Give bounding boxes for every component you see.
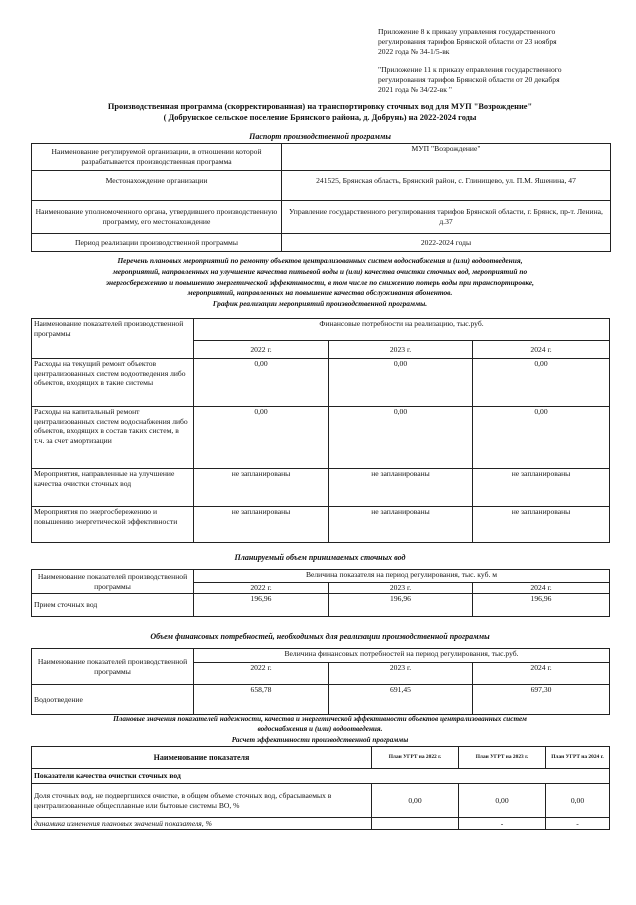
heading-line: водоснабжения и (или) водоотведения. <box>257 725 383 734</box>
table-row <box>32 685 610 715</box>
passport-value: МУП "Возрождение" <box>282 144 611 171</box>
table-row <box>32 649 610 663</box>
schedule-table <box>31 318 610 543</box>
volume-cell: 196,96 <box>473 594 610 617</box>
indicator-cell: 0,00 <box>459 784 546 818</box>
passport-label: Местонахождение организации <box>32 171 282 201</box>
year-header: 2023 г. <box>329 663 473 685</box>
year-header: 2022 г. <box>194 663 329 685</box>
table-row <box>32 144 611 171</box>
passport-label: Период реализации производственной программы <box>32 234 282 252</box>
volume-cell: 196,96 <box>329 594 473 617</box>
program-title <box>30 101 610 123</box>
volume-cell: 196,96 <box>194 594 329 617</box>
heading-line: мероприятий, направленных на улучшение качества питьевой воды и (или) качества очистки сточных вод, мероприятий по <box>112 266 528 276</box>
indicator-label: Доля сточных вод, не подвергшихся очистке, в общем объеме сточных вод, сбрасываемых в централизованные общесплавные или бытовые системы ВО, % <box>32 784 372 818</box>
note-line: Приложение 8 к приказу управления государственного <box>378 27 556 36</box>
heading-line: Расчет эффективности производственной программы <box>231 735 409 744</box>
section-row: Показатели качества очистки сточных вод <box>32 769 610 784</box>
table-row <box>32 201 611 234</box>
volume-header: Величина показателя на период регулирования, тыс. куб. м <box>194 570 610 583</box>
appendix-note <box>378 27 618 95</box>
heading-line: Перечень плановых мероприятий по ремонту объектов централизованных систем водоснабжения и (или) водоотведения, <box>117 256 523 265</box>
schedule-cell: 0,00 <box>329 359 473 407</box>
passport-table <box>31 143 611 252</box>
finance-cell: 697,30 <box>473 685 610 715</box>
note-line: "Приложение 11 к приказу епрaвления государственного <box>378 64 562 74</box>
finance-col-label: Наименование показателей производственной программы <box>32 649 194 685</box>
schedule-row-label: Расходы на текущий ремонт объектов централизованных систем водоотведения либо объектов, входящих в такие системы <box>32 359 194 407</box>
passport-title: Паспорт производственной программы <box>249 132 391 141</box>
passport-value: Управление государственного регулирования тарифов Брянской области, г. Брянск, пр-т. Ленина, д.37 <box>282 201 611 234</box>
reliability-table <box>31 746 610 830</box>
reliability-col-name: Наименование показателя <box>32 747 372 769</box>
dynamics-cell: - <box>546 818 610 830</box>
volume-row-label: Прием сточных вод <box>32 594 194 617</box>
table-row <box>32 570 610 583</box>
table-row <box>32 818 610 830</box>
heading-line: График реализации мероприятий производственной программы. <box>212 299 428 309</box>
schedule-cell: не запланированы <box>329 469 473 507</box>
volume-title: Планируемый объем принимаемых сточных вод <box>234 553 406 562</box>
passport-value: 2022-2024 годы <box>282 234 611 252</box>
volume-table <box>31 569 610 617</box>
schedule-cell: не запланированы <box>473 507 610 543</box>
note-line: регулирования тарифов Брянской области от 20 декабря <box>378 74 560 84</box>
indicator-cell: 0,00 <box>372 784 459 818</box>
year-header: 2022 г. <box>194 583 329 594</box>
table-row <box>32 747 610 769</box>
finance-header: Величина финансовых потребностей на период регулирования, тыс.руб. <box>194 649 610 663</box>
heading-line: энергосбережению и повышению энергетической эффективности, в том числе по снижению потерь воды при транспортировке, <box>105 277 535 287</box>
schedule-cell: не запланированы <box>329 507 473 543</box>
schedule-cell: 0,00 <box>194 407 329 469</box>
table-row <box>32 407 610 469</box>
reliability-heading <box>30 714 610 745</box>
year-header: 2024 г. <box>473 663 610 685</box>
finance-cell: 658,78 <box>194 685 329 715</box>
passport-value: 241525, Брянская область, Брянский район, с. Глинищево, ул. П.М. Яшенина, 47 <box>282 171 611 201</box>
finance-row-label: Водоотведение <box>32 685 194 715</box>
table-row <box>32 469 610 507</box>
program-title-line: ( Добрунское сельское поселение Брянского района, д. Добрунь) на 2022-2024 годы <box>163 113 477 122</box>
schedule-cell: 0,00 <box>329 407 473 469</box>
year-header: 2023 г. <box>329 583 473 594</box>
dynamics-cell: - <box>459 818 546 830</box>
heading-line: мероприятий, направленных на повышение качества обслуживания абонентов. <box>187 288 453 298</box>
table-row <box>32 769 610 784</box>
table-row <box>32 784 610 818</box>
table-row <box>32 594 610 617</box>
program-title-line: Производственная программа (скорректированная) на транспортировку сточных вод для МУП "Возрождение" <box>107 102 533 111</box>
year-header: 2024 г. <box>473 341 610 359</box>
schedule-cell: 0,00 <box>473 359 610 407</box>
plan-2023-header: План УГРТ на 2023 г. <box>459 747 546 769</box>
dynamics-cell <box>372 818 459 830</box>
schedule-row-label: Мероприятия по энергосбережению и повышению энергетической эффективности <box>32 507 194 543</box>
finance-cell: 691,45 <box>329 685 473 715</box>
schedule-row-label: Расходы на капитальный ремонт централизованных систем водоснабжения либо объектов, входящих в состав таких систем, в т.ч. за счет амортизации <box>32 407 194 469</box>
finance-table <box>31 648 610 715</box>
schedule-cell: не запланированы <box>473 469 610 507</box>
table-row <box>32 234 611 252</box>
indicator-cell: 0,00 <box>546 784 610 818</box>
year-header: 2022 г. <box>194 341 329 359</box>
year-header: 2024 г. <box>473 583 610 594</box>
table-row <box>32 359 610 407</box>
plan-2022-header: План УГРТ на 2022 г. <box>372 747 459 769</box>
schedule-cell: 0,00 <box>473 407 610 469</box>
note-line: регулирования тарифов Брянской области от 23 ноября <box>378 37 557 47</box>
measures-heading <box>22 256 618 310</box>
passport-label: Наименование уполномоченного органа, утвердившего производственную программу, его местонахождение <box>32 201 282 234</box>
table-row <box>32 171 611 201</box>
finance-title: Объем финансовых потребностей, необходимых для реализации производственной программы <box>150 632 490 641</box>
volume-col-label: Наименование показателей производственной программы <box>32 570 194 594</box>
year-header: 2023 г. <box>329 341 473 359</box>
schedule-cell: 0,00 <box>194 359 329 407</box>
schedule-col-label: Наименование показателей производственной программы <box>32 319 194 359</box>
table-row <box>32 319 610 341</box>
note-line: 2022 года № 34-1/5-вк <box>378 47 450 57</box>
plan-2024-header: План УГРТ на 2024 г. <box>546 747 610 769</box>
schedule-row-label: Мероприятия, направленные на улучшение качества очистки сточных вод <box>32 469 194 507</box>
table-row <box>32 507 610 543</box>
schedule-cell: не запланированы <box>194 507 329 543</box>
note-line: 2021 года № 34/22-вк " <box>378 85 452 95</box>
dynamics-label: динамика изменения плановых значений показателя, % <box>32 818 372 830</box>
heading-line: Плановые значения показателей надежности, качества и энергетической эффективности объектов централизованных систем <box>113 715 527 723</box>
schedule-fin-header: Финансовые потребности на реализацию, тыс.руб. <box>194 319 610 341</box>
schedule-cell: не запланированы <box>194 469 329 507</box>
passport-label: Наименование регулируемой организации, в отношении которой разрабатывается производственная программа <box>32 144 282 171</box>
